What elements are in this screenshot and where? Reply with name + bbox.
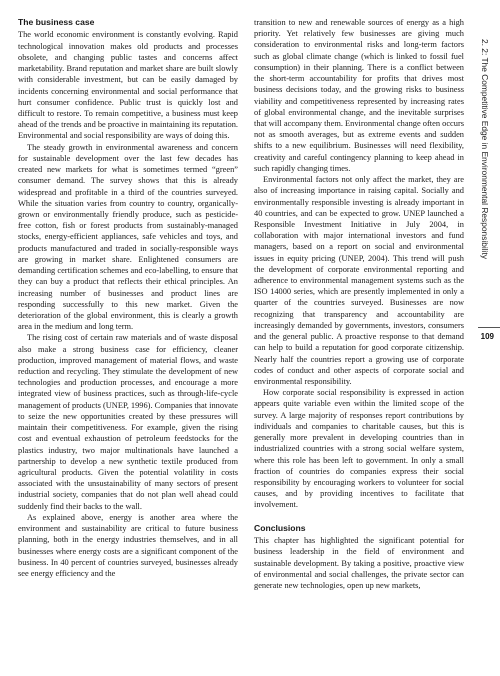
paragraph: The steady growth in environmental awareness and concern for sustainable development over the last few decades has created new markets for what is sometimes termed “green” consumer demand. The survey shows that this is already widespread and profitable in a third of the countries surveyed. While the situation varies from country to country, organically-grown or environmentally friendly produce, such as pesticide-free cotton, fish or forest products from sustainably-managed stocks, energy-efficient appliances, safe vehicles and toys, and products manufactured and traded in socially-responsible ways are growing in market share. Enlightened consumers are demanding certification schemes and eco-labelling, to ensure that they can buy a product that reflects their ethical principles. An increasing number of businesses and product lines are responding successfully to this new market. Given the deterioration of the global environment, this is clearly a growth area in the medium and long term. [18,142,238,332]
paragraph: transition to new and renewable sources of energy as a high priority. Yet relatively few businesses are giving much consideration to environmental risks and long-term factors such as global climate change (which is linked to fossil fuel consumption) in their planning. There is a conflict between the short-term accountability for profits that drives most business decisions today, and the growing risks to business viability and competitiveness represented by increasing rates of global environmental change, and the inevitable surprises that will accompany them. Environmental change often occurs not as smooth averages, but as extreme events and sudden shifts to a new equilibrium. Businesses will need flexibility, creativity and careful contingency planning to keep ahead in such rapidly changing times. [254,18,464,173]
sidebar [478,4,494,304]
left-column [18,17,238,579]
paragraph: Environmental factors not only affect the market, they are also of increasing importance in raising capital. Socially and environmentally responsible investing is already important in 40 countries, and can be expected to grow. UNEP launched a Responsible Investment Initiative in July 2004, in collaboration with major international investors and fund managers, based on a report on social and environmental issues in equity pricing (UNEP, 2004). This trend will push the development of corporate environmental reporting and adherence to environmental management systems such as the ISO 14000 series, which are presently implemented in only a quarter of the countries surveyed. Businesses are now recognizing that transparency and accountability are increasingly demanded by governments, investors, consumers and the general public. A proactive response to that demand can help to build a reputation for good corporate citizenship. Nearly half the countries report a growing use of corporate codes of conduct and other aspects of corporate social and environmental responsibility. [254,175,464,386]
paragraph: How corporate social responsibility is expressed in action appears quite variable even within the limited scope of the survey. A large majority of responses report contributions by individuals and companies to charitable causes, but this is generally more prevalent in developing countries than in industrialized countries with a strong social welfare system, where this role has been left to government. In only a small fraction of countries do companies express their social responsibility by encouraging workers to volunteer for social causes, and by providing incentives to facilitate that involvement. [254,388,464,510]
paragraph: The rising cost of certain raw materials and of waste disposal also make a strong business case for efficiency, cleaner production, improved management of material flows, and waste reduction and recycling. They stimulate the development of new technologies and production processes, and encourage a more integrated view of business practices, such as through-life-cycle management of products (UNEP, 1996). Companies that innovate to seize the new opportunities created by these pressures will maintain their competitiveness. For example, given the rising cost and eventual exhaustion of petroleum feedstocks for the plastics industry, two major multinationals have launched a partnership to develop a new synthetic textile produced from agricultural products. Given the potential volatility in costs associated with the unsustainability of many sectors of present industrial society, companies that do not plan well ahead could suddenly find their backs to the wall. [18,333,238,511]
paragraph: As explained above, energy is another area where the environment and sustainability are critical to future business planning, both in the energy industries themselves, and in all businesses where energy costs are a significant component of the business. In 40 percent of countries surveyed, businesses already see energy efficiency and the [18,512,238,578]
page-number-rule [478,327,500,328]
conclusions-paragraph: This chapter has highlighted the significant potential for business leadership in the field of environment and sustainable development. By taking a positive, proactive view of environmental and social challenges, the private sector can generate new technologies, open up new markets, [254,536,464,590]
paragraph: The world economic environment is constantly evolving. Rapid technological innovation makes old products and processes obsolete, and changing public tastes and concerns affect marketability. Brand reputation and market share are built slowly with considerable investment, but can be easily damaged by incidents concerning environmental and social performance that hurt consumer confidence. Public trust is quickly lost and difficult to restore. To remain competitive, a business must keep ahead of the trends and be proactive in maintaining its reputation. Environmental and social responsibility are ways of doing this. [18,30,238,141]
conclusions-heading: Conclusions [254,522,306,533]
right-column [254,17,464,591]
section-heading: The business case [18,17,95,27]
running-head: 2. 2: The Competitive Edge in Environmental Responsibility [480,38,490,260]
page-number: 109 [480,332,494,341]
